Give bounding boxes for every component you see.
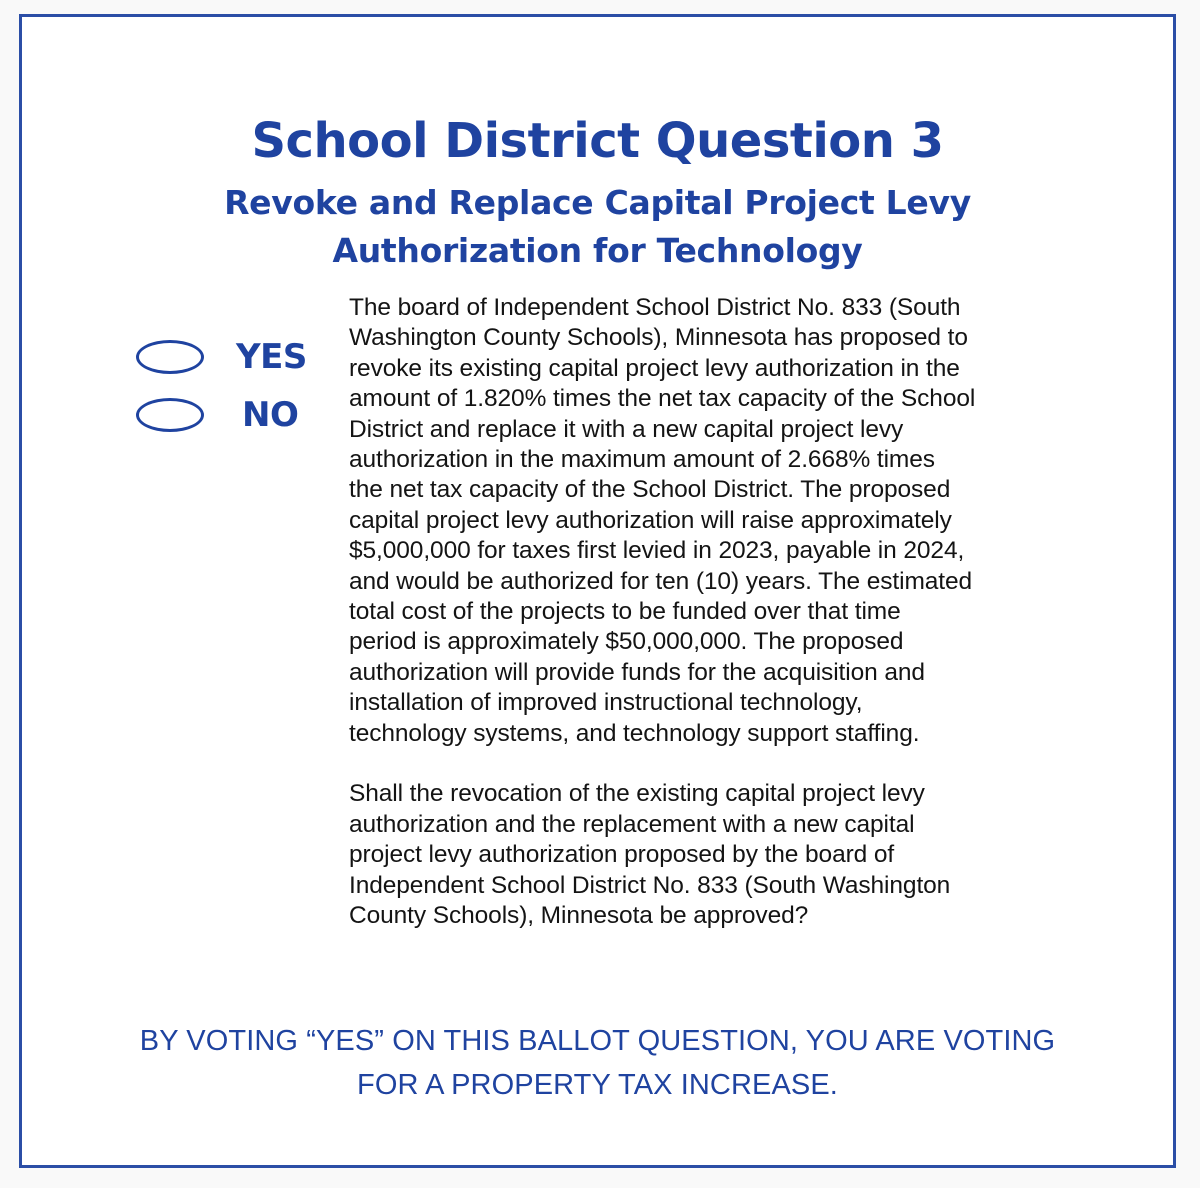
notice-line: BY VOTING “YES” ON THIS BALLOT QUESTION, YOU ARE VOTING bbox=[139, 1025, 1056, 1057]
ballot-question-text bbox=[349, 293, 1109, 932]
option-yes-label: YES bbox=[236, 337, 307, 377]
option-no[interactable] bbox=[136, 395, 336, 435]
text-line: County Schools), Minnesota be approved? bbox=[349, 902, 809, 930]
text-line: $5,000,000 for taxes first levied in 2023, payable in 2024, bbox=[349, 537, 965, 565]
text-line: capital project levy authorization will raise approximately bbox=[349, 506, 952, 534]
text-line: authorization will provide funds for the acquisition and bbox=[349, 658, 925, 686]
ballot-card bbox=[19, 14, 1176, 1168]
notice-line: FOR A PROPERTY TAX INCREASE. bbox=[357, 1069, 838, 1101]
text-line: Independent School District No. 833 (South Washington bbox=[349, 871, 951, 899]
text-line: period is approximately $50,000,000. The proposed bbox=[349, 628, 904, 656]
text-line: District and replace it with a new capital project levy bbox=[349, 415, 904, 443]
text-line: installation of improved instructional technology, bbox=[349, 689, 863, 717]
text-line: the net tax capacity of the School District. The proposed bbox=[349, 476, 951, 504]
subtitle-line: Revoke and Replace Capital Project Levy bbox=[224, 183, 971, 222]
text-line: Washington County Schools), Minnesota has proposed to bbox=[349, 324, 968, 352]
text-line: authorization in the maximum amount of 2.668% times bbox=[349, 446, 935, 474]
tax-increase-notice bbox=[22, 1019, 1173, 1107]
text-line: revoke its existing capital project levy authorization in the bbox=[349, 354, 960, 382]
yes-oval-bubble[interactable] bbox=[136, 340, 204, 374]
question-prompt-paragraph bbox=[349, 779, 1109, 931]
subtitle-line: Authorization for Technology bbox=[332, 231, 863, 270]
text-line: Shall the revocation of the existing capital project levy bbox=[349, 780, 925, 808]
text-line: total cost of the projects to be funded over that time bbox=[349, 598, 901, 626]
text-line: The board of Independent School District No. 833 (South bbox=[349, 294, 961, 321]
no-oval-bubble[interactable] bbox=[136, 398, 204, 432]
question-description-paragraph bbox=[349, 293, 1109, 749]
text-line: project levy authorization proposed by the board of bbox=[349, 841, 895, 869]
ballot-subtitle bbox=[22, 179, 1173, 275]
option-no-label: NO bbox=[242, 395, 299, 435]
text-line: amount of 1.820% times the net tax capacity of the School bbox=[349, 385, 976, 413]
option-yes[interactable] bbox=[136, 337, 336, 377]
text-line: authorization and the replacement with a new capital bbox=[349, 810, 915, 838]
text-line: technology systems, and technology support staffing. bbox=[349, 719, 920, 747]
text-line: and would be authorized for ten (10) years. The estimated bbox=[349, 567, 973, 595]
ballot-title: School District Question 3 bbox=[251, 113, 944, 169]
